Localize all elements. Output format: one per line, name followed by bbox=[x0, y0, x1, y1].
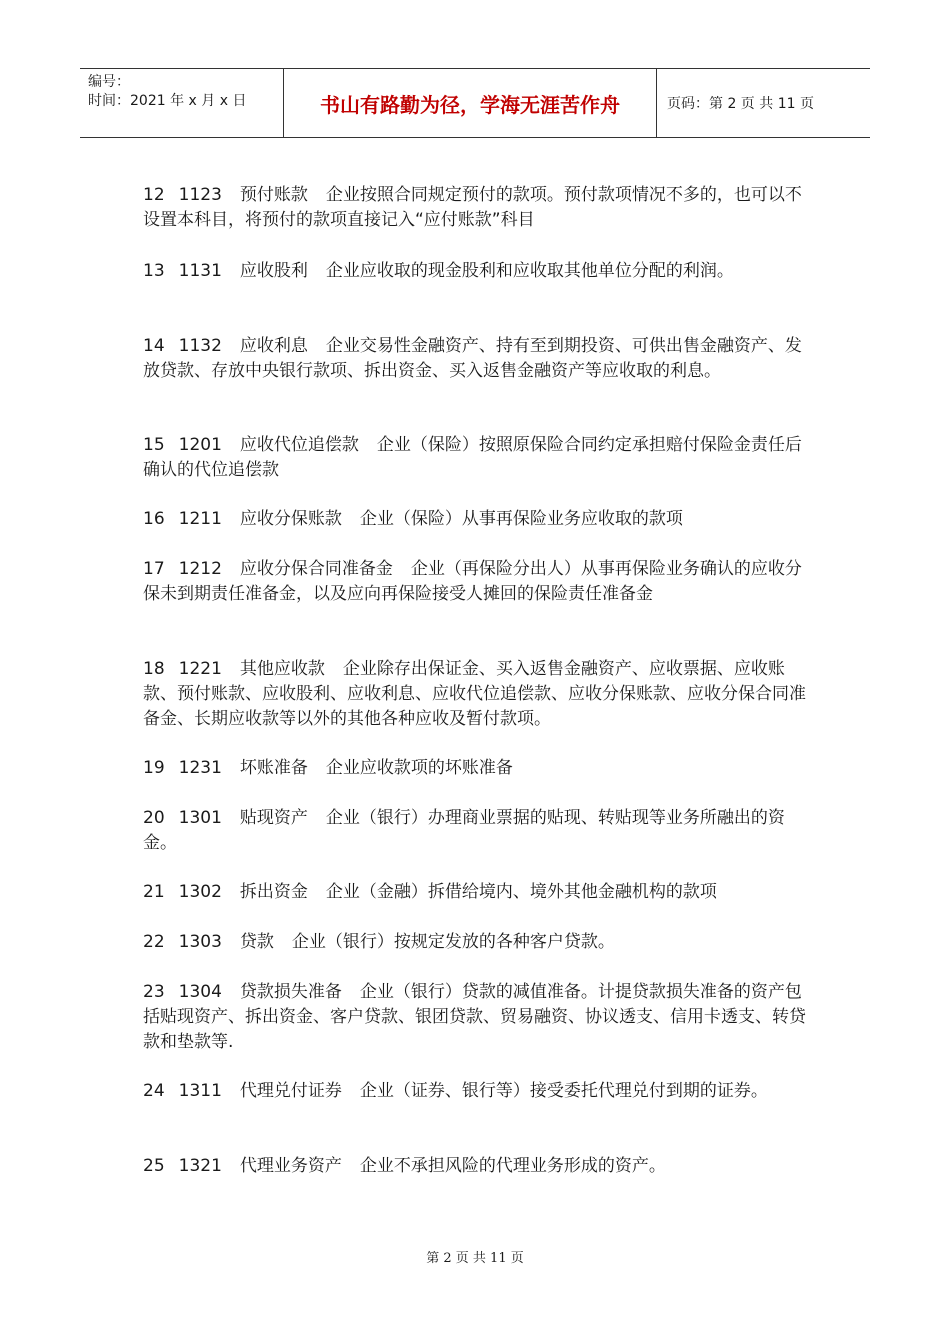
entry-number: 12 bbox=[143, 185, 165, 205]
account-entry bbox=[143, 1154, 666, 1179]
entry-description: 企业（保险）从事再保险业务应收取的款项 bbox=[359, 509, 683, 529]
entry-name: 其他应收款 bbox=[239, 659, 325, 679]
header-page-info: 页码：第 2 页 共 11 页 bbox=[667, 96, 814, 112]
entry-code: 1231 bbox=[178, 758, 222, 778]
account-entry bbox=[143, 507, 683, 532]
entry-code: 1131 bbox=[178, 261, 222, 281]
entry-code: 1304 bbox=[178, 982, 222, 1002]
entry-name: 代理业务资产 bbox=[239, 1156, 342, 1176]
entry-description: 企业（金融）拆借给境内、境外其他金融机构的款项 bbox=[325, 882, 717, 902]
entry-number: 14 bbox=[143, 336, 165, 356]
entry-code: 1123 bbox=[178, 185, 222, 205]
entry-code: 1311 bbox=[178, 1081, 222, 1101]
entry-code: 1132 bbox=[178, 336, 222, 356]
account-entry bbox=[143, 259, 734, 284]
account-entry bbox=[143, 1079, 768, 1104]
entry-description: 企业（保险）按照原保险合同约定承担赔付保险金责任后确认的代位追偿款 bbox=[143, 435, 802, 480]
entry-name: 贷款损失准备 bbox=[239, 982, 342, 1002]
entry-description: 企业不承担风险的代理业务形成的资产。 bbox=[359, 1156, 666, 1176]
entry-number: 25 bbox=[143, 1156, 165, 1176]
entry-code: 1321 bbox=[178, 1156, 222, 1176]
account-entry bbox=[143, 930, 615, 955]
entry-number: 24 bbox=[143, 1081, 165, 1101]
entry-number: 21 bbox=[143, 882, 165, 902]
entry-description: 企业（银行）贷款的减值准备。计提贷款损失准备的资产包括贴现资产、拆出资金、客户贷款、银团贷款、贸易融资、协议透支、信用卡透支、转贷款和垫款等. bbox=[143, 982, 806, 1052]
page-footer: 第 2 页 共 11 页 bbox=[426, 1251, 524, 1266]
entry-code: 1211 bbox=[178, 509, 222, 529]
entry-name: 贷款 bbox=[239, 932, 274, 952]
entry-name: 代理兑付证券 bbox=[239, 1081, 342, 1101]
entry-name: 应收分保账款 bbox=[239, 509, 342, 529]
entry-name: 坏账准备 bbox=[239, 758, 308, 778]
entry-number: 17 bbox=[143, 559, 165, 579]
entry-number: 13 bbox=[143, 261, 165, 281]
entry-name: 贴现资产 bbox=[239, 808, 308, 828]
date-label: 时间：2021 年 x 月 x 日 bbox=[88, 93, 247, 109]
entry-name: 预付账款 bbox=[239, 185, 308, 205]
entry-name: 应收股利 bbox=[239, 261, 308, 281]
account-entry bbox=[143, 806, 808, 856]
header-motto: 书山有路勤为径，学海无涯苦作舟 bbox=[283, 69, 657, 137]
entry-number: 19 bbox=[143, 758, 165, 778]
entry-description: 企业除存出保证金、买入返售金融资产、应收票据、应收账款、预付账款、应收股利、应收利息、应收代位追偿款、应收分保账款、应收分保合同准备金、长期应收款等以外的其他各种应收及暂付款项。 bbox=[143, 659, 806, 729]
entry-description: 企业（银行）办理商业票据的贴现、转贴现等业务所融出的资金。 bbox=[143, 808, 785, 853]
entry-code: 1221 bbox=[178, 659, 222, 679]
entry-code: 1201 bbox=[178, 435, 222, 455]
account-entry bbox=[143, 756, 513, 781]
entry-number: 15 bbox=[143, 435, 165, 455]
account-entry bbox=[143, 880, 717, 905]
entry-number: 20 bbox=[143, 808, 165, 828]
entry-number: 18 bbox=[143, 659, 165, 679]
account-entry bbox=[143, 557, 808, 607]
entry-description: 企业（再保险分出人）从事再保险业务确认的应收分保未到期责任准备金，以及应向再保险接受人摊回的保险责任准备金 bbox=[143, 559, 802, 604]
account-entry bbox=[143, 183, 808, 233]
entry-name: 应收代位追偿款 bbox=[239, 435, 359, 455]
entry-description: 企业（银行）按规定发放的各种客户贷款。 bbox=[291, 932, 615, 952]
entry-code: 1301 bbox=[178, 808, 222, 828]
entry-code: 1303 bbox=[178, 932, 222, 952]
account-entry bbox=[143, 980, 808, 1055]
entry-description: 企业应收取的现金股利和应收取其他单位分配的利润。 bbox=[325, 261, 734, 281]
entry-number: 22 bbox=[143, 932, 165, 952]
entry-description: 企业（证券、银行等）接受委托代理兑付到期的证券。 bbox=[359, 1081, 768, 1101]
account-entry bbox=[143, 657, 808, 732]
entry-code: 1212 bbox=[178, 559, 222, 579]
entry-code: 1302 bbox=[178, 882, 222, 902]
entry-description: 企业交易性金融资产、持有至到期投资、可供出售金融资产、发放贷款、存放中央银行款项、拆出资金、买入返售金融资产等应收取的利息。 bbox=[143, 336, 802, 381]
serial-label: 编号： bbox=[88, 74, 130, 90]
header-meta bbox=[80, 69, 283, 137]
entry-name: 应收利息 bbox=[239, 336, 308, 356]
page-header bbox=[80, 68, 870, 138]
account-entry bbox=[143, 433, 808, 483]
entry-name: 应收分保合同准备金 bbox=[239, 559, 393, 579]
entry-description: 企业按照合同规定预付的款项。预付款项情况不多的，也可以不设置本科目，将预付的款项直接记入“应付账款”科目 bbox=[143, 185, 802, 230]
entry-number: 16 bbox=[143, 509, 165, 529]
entry-description: 企业应收款项的坏账准备 bbox=[325, 758, 513, 778]
account-entry bbox=[143, 334, 808, 384]
entry-number: 23 bbox=[143, 982, 165, 1002]
entry-name: 拆出资金 bbox=[239, 882, 308, 902]
